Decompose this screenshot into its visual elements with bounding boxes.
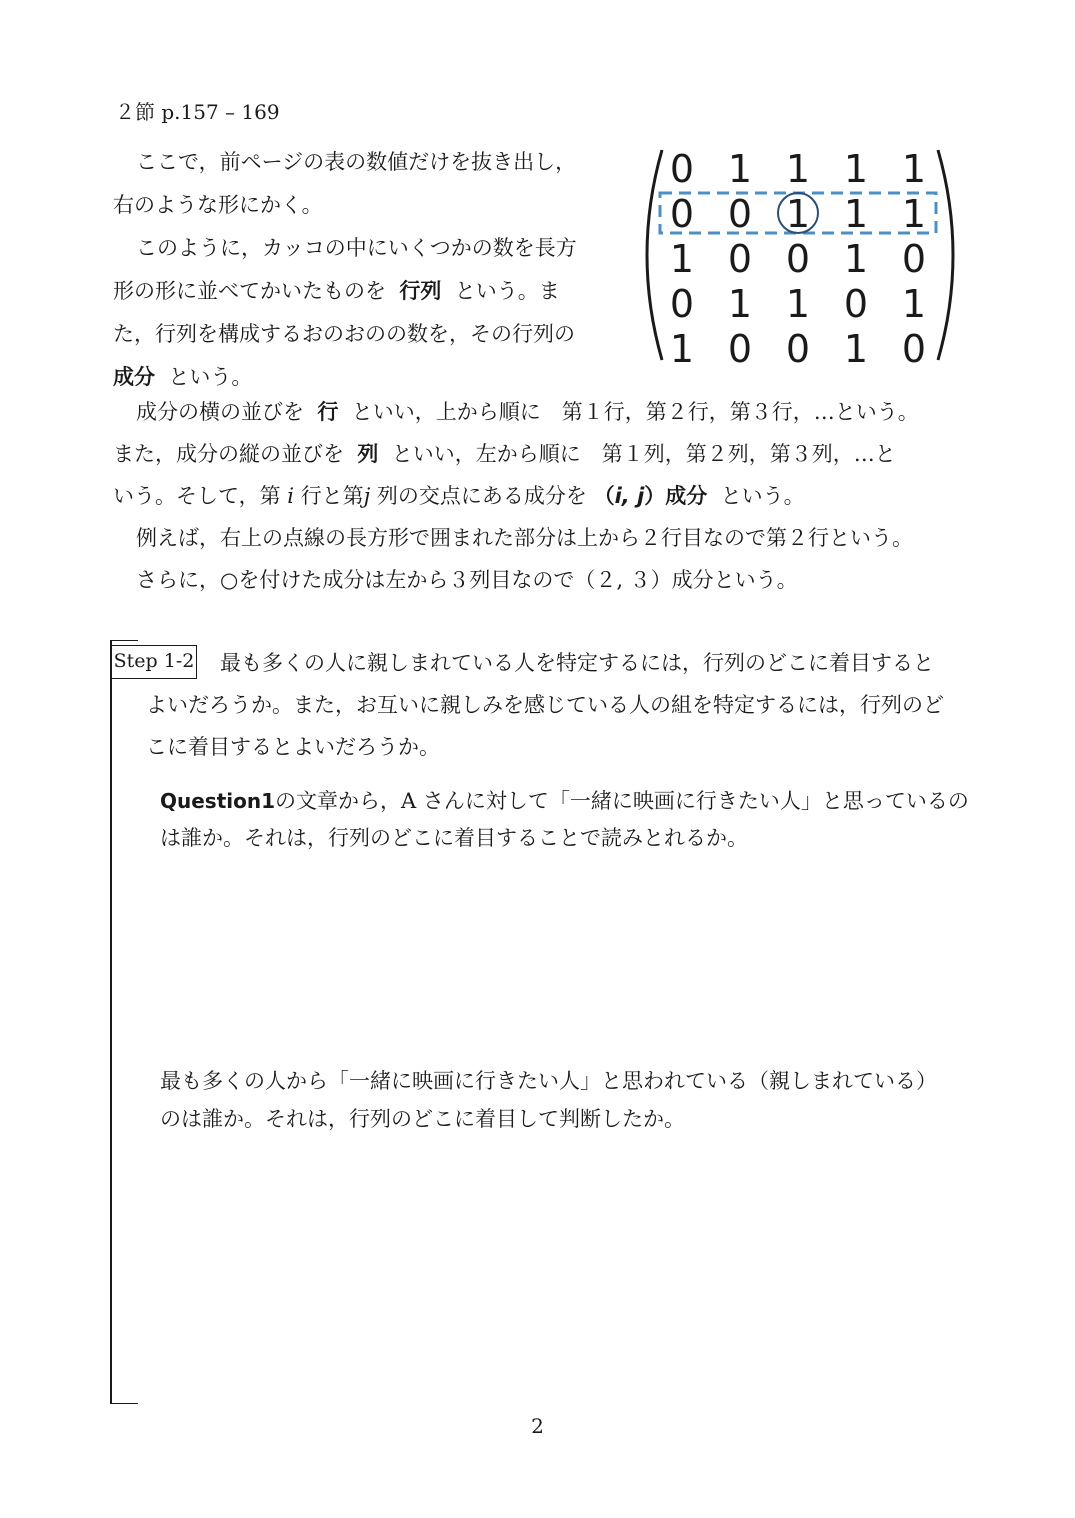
term-ij-j: j	[637, 484, 645, 508]
step-label: Step 1-2	[111, 645, 197, 679]
matrix-cells	[670, 147, 926, 370]
section-header: ２節 p.157 – 169	[115, 100, 280, 124]
matrix-entry-r1-c3: 1	[785, 147, 811, 191]
matrix-entry-r1-c1: 0	[669, 147, 695, 191]
def-text: という。	[720, 484, 805, 508]
matrix-entry-r5-c4: 1	[843, 327, 869, 370]
question1-line-2: は誰か。それは，行列のどこに着目することで読みとれるか。	[160, 826, 748, 850]
matrix-entry-r3-c1: 1	[669, 237, 695, 281]
def-text: また，成分の縦の並びを	[113, 442, 344, 466]
def-col-line	[113, 440, 896, 468]
def-ij-line	[113, 482, 805, 510]
def-text: 成分の横の並びを	[136, 400, 304, 424]
matrix-entry-r2-c3: 1	[785, 192, 811, 236]
def-text: いう。そして，第	[113, 484, 281, 508]
matrix-entry-r1-c4: 1	[843, 147, 869, 191]
step-line-1: 最も多くの人に親しまれている人を特定するには，行列のどこに着目すると	[220, 651, 934, 675]
intro-line-1: ここで，前ページの表の数値だけを抜き出し，	[136, 150, 577, 174]
intro-text: という。ま	[454, 279, 560, 303]
question1-text: の文章から，A さんに対して「一緒に映画に行きたい人」と思っているの	[275, 789, 969, 813]
term-ij-entry	[594, 484, 708, 508]
def-text: 行と第	[300, 484, 364, 508]
def-row-line	[136, 398, 919, 426]
var-i: i	[287, 484, 294, 508]
term-matrix: 行列	[399, 279, 442, 303]
matrix-figure	[640, 140, 960, 370]
var-j: j	[363, 484, 371, 508]
matrix-svg	[640, 140, 960, 370]
term-row: 行	[317, 400, 339, 424]
matrix-entry-r4-c2: 1	[727, 282, 753, 326]
intro-text: という。	[168, 365, 253, 389]
right-parenthesis	[938, 150, 953, 360]
step-line-3: こに着目するとよいだろうか。	[146, 735, 440, 759]
matrix-entry-r3-c4: 1	[843, 237, 869, 281]
term-ij-i: i,	[614, 484, 630, 508]
matrix-entry-r5-c1: 1	[669, 327, 695, 370]
matrix-entry-r3-c5: 0	[901, 237, 927, 281]
left-parenthesis	[647, 150, 662, 360]
step-line-2: よいだろうか。また，お互いに親しみを感じている人の組を特定するには，行列のど	[146, 693, 944, 717]
intro-line-3: このように，カッコの中にいくつかの数を長方	[136, 236, 577, 260]
question2-line-2: のは誰か。それは，行列のどこに着目して判断したか。	[160, 1107, 685, 1131]
matrix-entry-r5-c2: 0	[727, 327, 753, 370]
intro-line-4	[113, 277, 560, 305]
matrix-entry-r2-c4: 1	[843, 192, 869, 236]
intro-line-5: た，行列を構成するおのおのの数を，その行列の	[113, 322, 575, 346]
step-bracket	[110, 640, 138, 1404]
term-ij-close: ）成分	[644, 484, 708, 508]
matrix-entry-r3-c3: 0	[785, 237, 811, 281]
matrix-entry-r4-c3: 1	[785, 282, 811, 326]
def-text: 列の交点にある成分を	[376, 484, 587, 508]
matrix-entry-r4-c5: 1	[901, 282, 927, 326]
matrix-entry-r1-c2: 1	[727, 147, 753, 191]
example-line-2: さらに，○を付けた成分は左から３列目なので（２, ３）成分という。	[136, 568, 798, 592]
term-column: 列	[357, 442, 379, 466]
def-text: といい，上から順に 第１行，第２行，第３行，…という。	[351, 400, 919, 424]
intro-line-2: 右のような形にかく。	[113, 193, 323, 217]
matrix-entry-r3-c2: 0	[727, 237, 753, 281]
matrix-entry-r2-c2: 0	[727, 192, 753, 236]
matrix-entry-r2-c5: 1	[901, 192, 927, 236]
example-line-1: 例えば，右上の点線の長方形で囲まれた部分は上から２行目なので第２行という。	[136, 526, 913, 550]
def-text: といい，左から順に 第１列，第２列，第３列，…と	[391, 442, 896, 466]
matrix-entry-r4-c1: 0	[669, 282, 695, 326]
matrix-entry-r5-c3: 0	[785, 327, 811, 370]
intro-text: 形の形に並べてかいたものを	[113, 279, 386, 303]
question1-label: Question1	[160, 789, 276, 813]
matrix-entry-r5-c5: 0	[901, 327, 927, 370]
matrix-entry-r2-c1: 0	[669, 192, 695, 236]
matrix-entry-r4-c4: 0	[843, 282, 869, 326]
matrix-entry-r1-c5: 1	[901, 147, 927, 191]
term-entry: 成分	[113, 365, 155, 389]
term-ij-open: （	[593, 484, 615, 508]
question1-line-1	[160, 787, 969, 815]
page-number: 2	[531, 1414, 544, 1438]
intro-line-6	[113, 363, 252, 391]
question2-line-1: 最も多くの人から「一緒に映画に行きたい人」と思われている（親しまれている）	[160, 1069, 937, 1093]
